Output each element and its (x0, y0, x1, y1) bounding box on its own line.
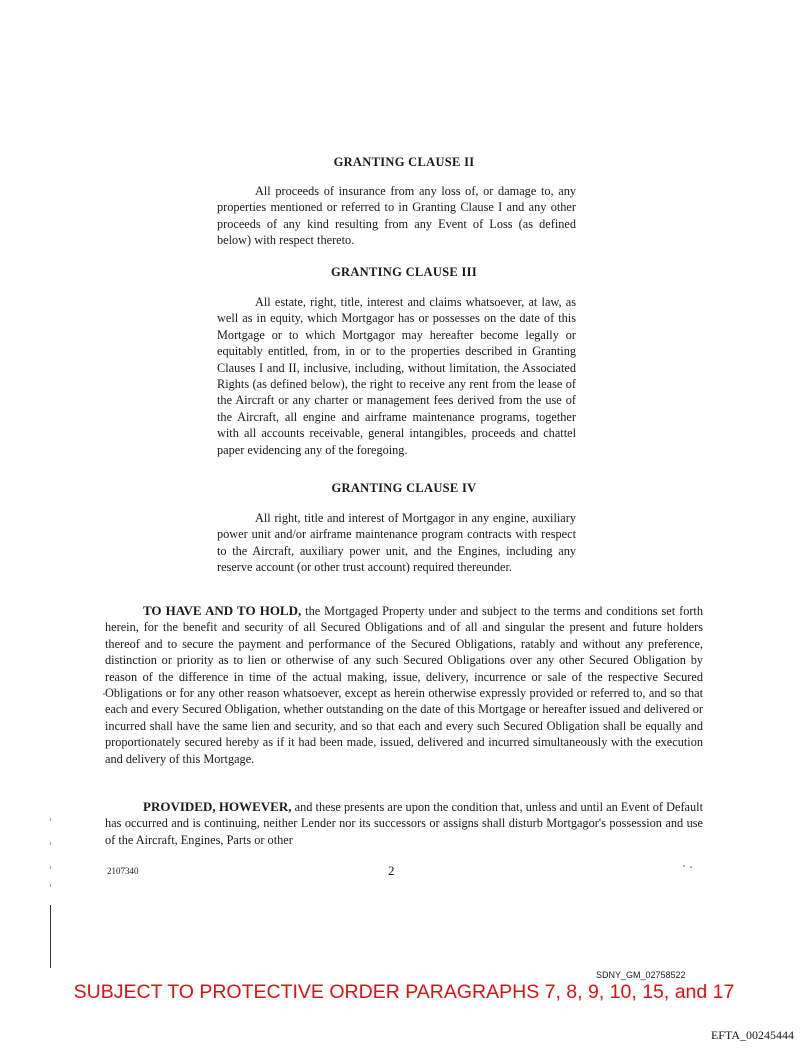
heading-granting-clause-2: GRANTING CLAUSE II (333, 155, 475, 169)
scan-speck (683, 865, 685, 867)
efta-number: EFTA_00245444 (710, 1028, 794, 1042)
heading-granting-clause-4: GRANTING CLAUSE IV (331, 481, 477, 495)
habendum-lead: TO HAVE AND TO HOLD, (143, 603, 302, 618)
clause-4-text: All right, title and interest of Mortgagor in any engine, auxiliary power unit and/or airframe maintenance program contracts with respect to the Aircraft, auxiliary power unit, and the Engines, including any reserve account (or other trust account) required thereunder. (217, 511, 576, 575)
scan-speck (103, 693, 105, 695)
proviso-text: and these presents are upon the condition that, unless and until an Event of Default has occurred and is continuing, neither Lender nor its successors or assigns shall disturb Mortgagor's possession and use of the Aircraft, Engines, Parts or other (105, 800, 703, 847)
proviso-paragraph (105, 799, 703, 848)
habendum-text: the Mortgaged Property under and subject to the terms and conditions set forth herein, for the benefit and security of all Secured Obligations and of all and singular the present and future holders thereof and to secure the payment and performance of the Secured Obligations, ratably and without any preference, distinction or priority as to lien or otherwise of any such Secured Obligations over any other Secured Obligation by reason of the difference in time of the actual making, issue, delivery, incurrence or sale of the respective Secured Obligations or for any other reason whatsoever, except as herein otherwise expressly provided or referred to, and so that each and every Secured Obligation, whether outstanding on the date of this Mortgage or hereafter issued and delivered or incurred shall have the same lien and security, and so that each and every such Secured Obligation shall be equally and proportionately secured hereby as if it had been made, issued, delivered and incurred simultaneously with the execution and delivery of this Mortgage. (105, 604, 703, 766)
scan-mark (50, 842, 51, 845)
clause-2-text: All proceeds of insurance from any loss of, or damage to, any properties mentioned or referred to in Granting Clause I and any other proceeds of any kind resulting from any Event of Loss (as defined below) with respect thereto. (217, 184, 576, 248)
scan-speck (690, 866, 692, 868)
heading-granting-clause-3: GRANTING CLAUSE III (330, 265, 477, 279)
document-number: 2107340 (107, 866, 139, 876)
scan-margin-line (50, 905, 51, 968)
bates-number: SDNY_GM_02758522 (596, 970, 686, 980)
scan-mark (50, 884, 51, 887)
clause-3-text: All estate, right, title, interest and claims whatsoever, at law, as well as in equity, which Mortgagor has or possesses on the date of this Mortgage or to which Mortgagor may hereafter become legally or equitably entitled, from, in or to the properties described in Granting Clauses I and II, inclusive, including, without limitation, the Associated Rights (as defined below), the right to receive any rent from the lease of the Aircraft or any charter or management fees derived from the use of the Aircraft, all engine and airframe maintenance programs, together with all accounts receivable, general intangibles, proceeds and chattel paper evidencing any of the foregoing. (217, 295, 576, 457)
protective-order-notice: SUBJECT TO PROTECTIVE ORDER PARAGRAPHS 7, 8, 9, 10, 15, and 17 (73, 981, 735, 1003)
scan-mark (50, 818, 51, 821)
habendum-paragraph (105, 603, 703, 767)
proviso-lead: PROVIDED, HOWEVER, (143, 799, 292, 814)
scan-mark (50, 866, 51, 869)
page-number: 2 (388, 863, 395, 878)
